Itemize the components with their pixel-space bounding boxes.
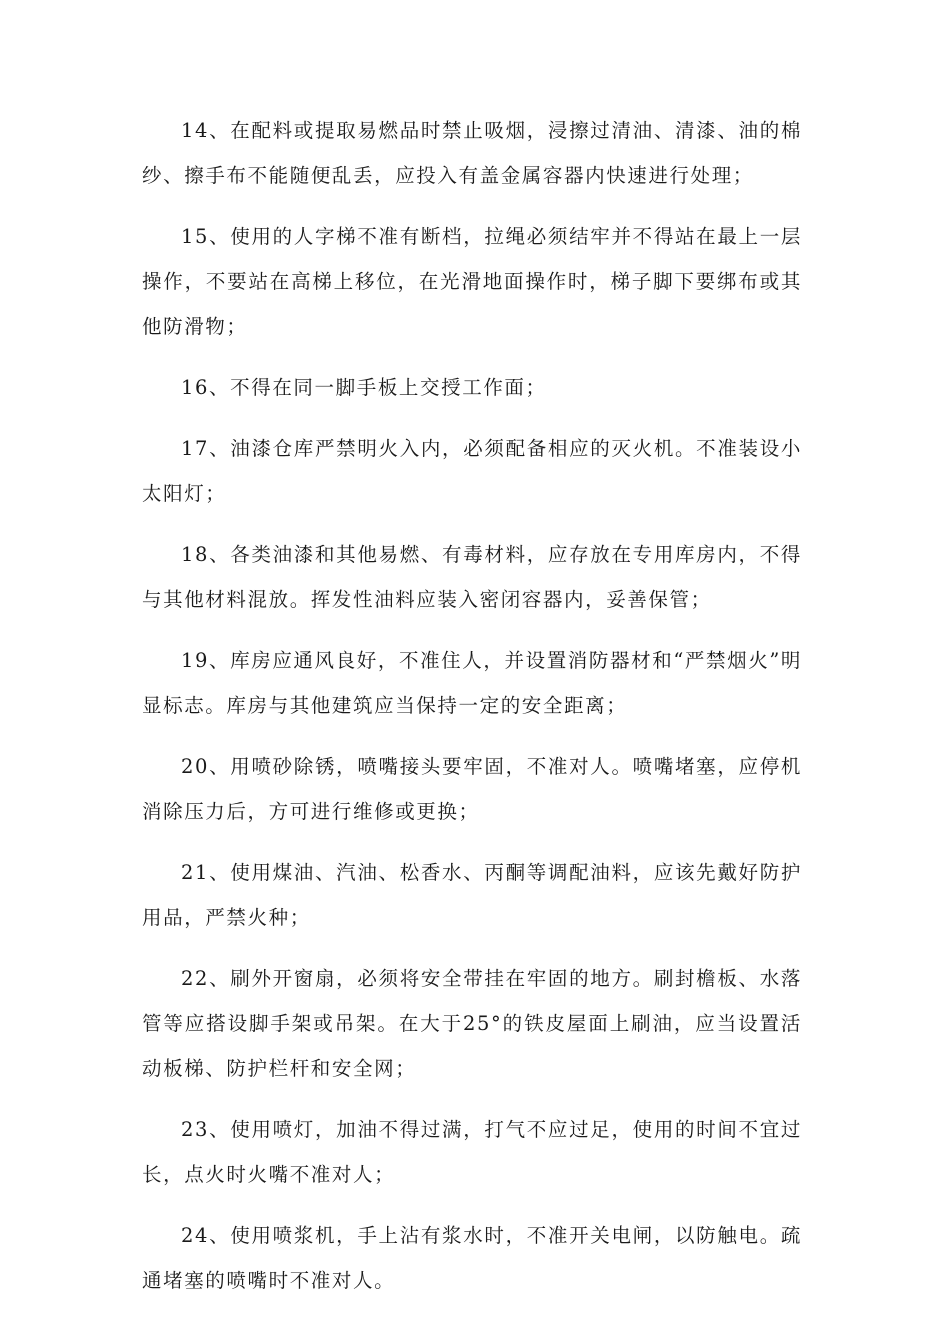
paragraph-16: 16、不得在同一脚手板上交授工作面； — [181, 376, 547, 399]
paragraph-22: 22、刷外开窗扇，必须将安全带挂在牢固的地方。刷封檐板、水落管等应搭设脚手架或吊架。在大于25°的铁皮屋面上刷油，应当设置活动板梯、防护栏杆和安全网； — [142, 967, 802, 1080]
paragraph-18: 18、各类油漆和其他易燃、有毒材料，应存放在专用库房内，不得与其他材料混放。挥发性油料应装入密闭容器内，妥善保管； — [142, 543, 802, 611]
paragraph-17: 17、油漆仓库严禁明火入内，必须配备相应的灭火机。不准装设小太阳灯； — [142, 437, 802, 505]
document-body — [142, 108, 802, 1319]
paragraph-19: 19、库房应通风良好，不准住人，并设置消防器材和“严禁烟火”明显标志。库房与其他建筑应当保持一定的安全距离； — [142, 649, 802, 717]
paragraph-21: 21、使用煤油、汽油、松香水、丙酮等调配油料，应该先戴好防护用品，严禁火种； — [142, 861, 802, 929]
paragraph-15: 15、使用的人字梯不准有断档，拉绳必须结牢并不得站在最上一层操作，不要站在高梯上移位，在光滑地面操作时，梯子脚下要绑布或其他防滑物； — [142, 225, 802, 338]
paragraph-23: 23、使用喷灯，加油不得过满，打气不应过足，使用的时间不宜过长，点火时火嘴不准对人； — [142, 1118, 802, 1186]
paragraph-24: 24、使用喷浆机，手上沾有浆水时，不准开关电闸，以防触电。疏通堵塞的喷嘴时不准对人。 — [142, 1224, 802, 1292]
paragraph-20: 20、用喷砂除锈，喷嘴接头要牢固，不准对人。喷嘴堵塞，应停机消除压力后，方可进行维修或更换； — [142, 755, 802, 823]
paragraph-14: 14、在配料或提取易燃品时禁止吸烟，浸擦过清油、清漆、油的棉纱、擦手布不能随便乱丢，应投入有盖金属容器内快速进行处理； — [142, 119, 802, 187]
